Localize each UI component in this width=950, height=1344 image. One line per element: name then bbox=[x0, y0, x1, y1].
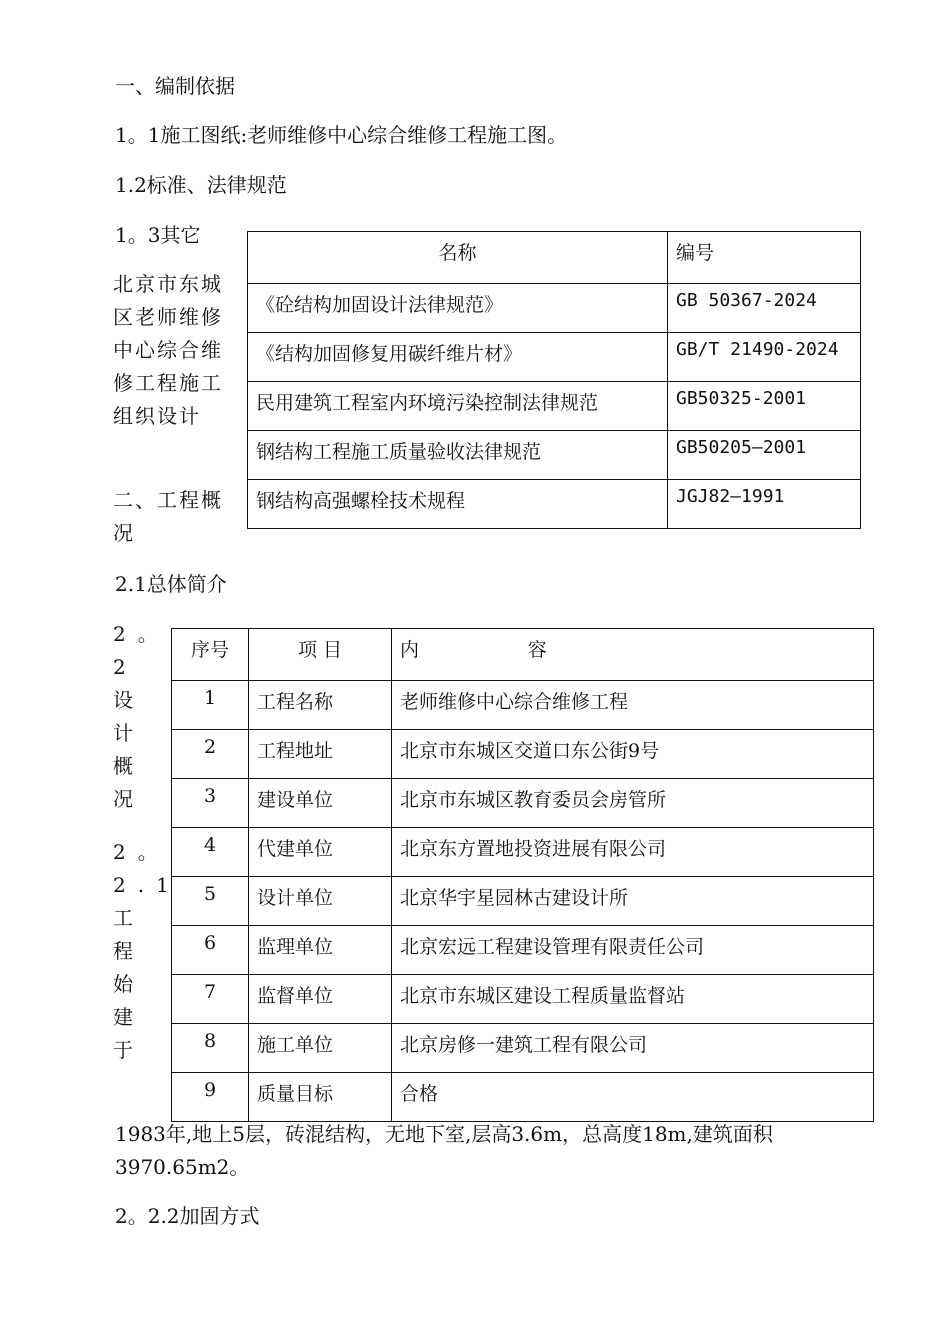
table-row bbox=[248, 382, 861, 431]
left-column-built-in: 2。2.1工程始建于 bbox=[113, 840, 181, 1062]
table-row bbox=[172, 926, 874, 975]
table-header-row bbox=[248, 232, 861, 284]
table-row bbox=[248, 333, 861, 382]
table-row bbox=[248, 431, 861, 480]
table-row bbox=[172, 877, 874, 926]
row-item: 监督单位 bbox=[249, 975, 392, 1024]
row-content: 北京市东城区教育委员会房管所 bbox=[392, 779, 874, 828]
header-item: 项 目 bbox=[249, 629, 392, 681]
table-row bbox=[172, 779, 874, 828]
row-item: 代建单位 bbox=[249, 828, 392, 877]
paragraph-building-info: 1983年,地上5层，砖混结构，无地下室,层高3.6m，总高度18m,建筑面积 bbox=[115, 1122, 773, 1146]
standard-name: 民用建筑工程室内环境污染控制法律规范 bbox=[248, 382, 668, 431]
table-row bbox=[172, 828, 874, 877]
row-content: 北京房修一建筑工程有限公司 bbox=[392, 1024, 874, 1073]
row-content: 北京东方置地投资进展有限公司 bbox=[392, 828, 874, 877]
standard-code: GB/T 21490-2024 bbox=[668, 333, 861, 382]
standard-code: GB50325-2001 bbox=[668, 382, 861, 431]
header-content: 内 容 bbox=[392, 629, 874, 681]
standard-name: 钢结构工程施工质量验收法律规范 bbox=[248, 431, 668, 480]
left-column-org-design: 北京市东城区老师维修中心综合维修工程施工组织设计 bbox=[113, 272, 223, 428]
heading-basis: 一、编制依据 bbox=[115, 74, 235, 98]
row-index: 4 bbox=[172, 828, 249, 877]
heading-overview: 二、工程概况 bbox=[113, 488, 223, 545]
row-content: 北京宏远工程建设管理有限责任公司 bbox=[392, 926, 874, 975]
row-content: 北京市东城区建设工程质量监督站 bbox=[392, 975, 874, 1024]
row-index: 3 bbox=[172, 779, 249, 828]
row-item: 监理单位 bbox=[249, 926, 392, 975]
standard-name: 《结构加固修复用碳纤维片材》 bbox=[248, 333, 668, 382]
table-row bbox=[172, 1024, 874, 1073]
standard-name: 《砼结构加固设计法律规范》 bbox=[248, 284, 668, 333]
heading-other: 1。3其它 bbox=[115, 223, 201, 247]
header-code: 编号 bbox=[668, 232, 861, 284]
standard-code: GB 50367-2024 bbox=[668, 284, 861, 333]
row-content: 合格 bbox=[392, 1073, 874, 1122]
row-index: 1 bbox=[172, 681, 249, 730]
table-row bbox=[172, 975, 874, 1024]
row-index: 2 bbox=[172, 730, 249, 779]
row-content: 北京市东城区交道口东公街9号 bbox=[392, 730, 874, 779]
row-index: 6 bbox=[172, 926, 249, 975]
standard-name: 钢结构高强螺栓技术规程 bbox=[248, 480, 668, 529]
row-index: 7 bbox=[172, 975, 249, 1024]
row-content: 老师维修中心综合维修工程 bbox=[392, 681, 874, 730]
heading-reinforcement-method: 2。2.2加固方式 bbox=[115, 1204, 260, 1228]
standards-table bbox=[247, 231, 861, 529]
overview-table bbox=[171, 628, 874, 1122]
table-header-row bbox=[172, 629, 874, 681]
standard-code: GB50205—2001 bbox=[668, 431, 861, 480]
table-row bbox=[248, 284, 861, 333]
row-content: 北京华宇星园林古建设计所 bbox=[392, 877, 874, 926]
heading-general-intro: 2.1总体简介 bbox=[115, 572, 227, 596]
left-column-design-overview: 2。2设计概况 bbox=[113, 622, 170, 811]
standard-code: JGJ82—1991 bbox=[668, 480, 861, 529]
row-index: 9 bbox=[172, 1073, 249, 1122]
table-row bbox=[172, 730, 874, 779]
heading-drawings: 1。1施工图纸:老师维修中心综合维修工程施工图。 bbox=[115, 123, 568, 147]
row-index: 8 bbox=[172, 1024, 249, 1073]
row-item: 质量目标 bbox=[249, 1073, 392, 1122]
table-row bbox=[172, 681, 874, 730]
table-row bbox=[172, 1073, 874, 1122]
row-item: 施工单位 bbox=[249, 1024, 392, 1073]
header-name: 名称 bbox=[248, 232, 668, 284]
heading-standards: 1.2标准、法律规范 bbox=[115, 173, 287, 197]
row-index: 5 bbox=[172, 877, 249, 926]
header-index: 序号 bbox=[172, 629, 249, 681]
paragraph-building-area: 3970.65m2。 bbox=[115, 1155, 250, 1179]
row-item: 工程名称 bbox=[249, 681, 392, 730]
row-item: 工程地址 bbox=[249, 730, 392, 779]
row-item: 建设单位 bbox=[249, 779, 392, 828]
row-item: 设计单位 bbox=[249, 877, 392, 926]
table-row bbox=[248, 480, 861, 529]
